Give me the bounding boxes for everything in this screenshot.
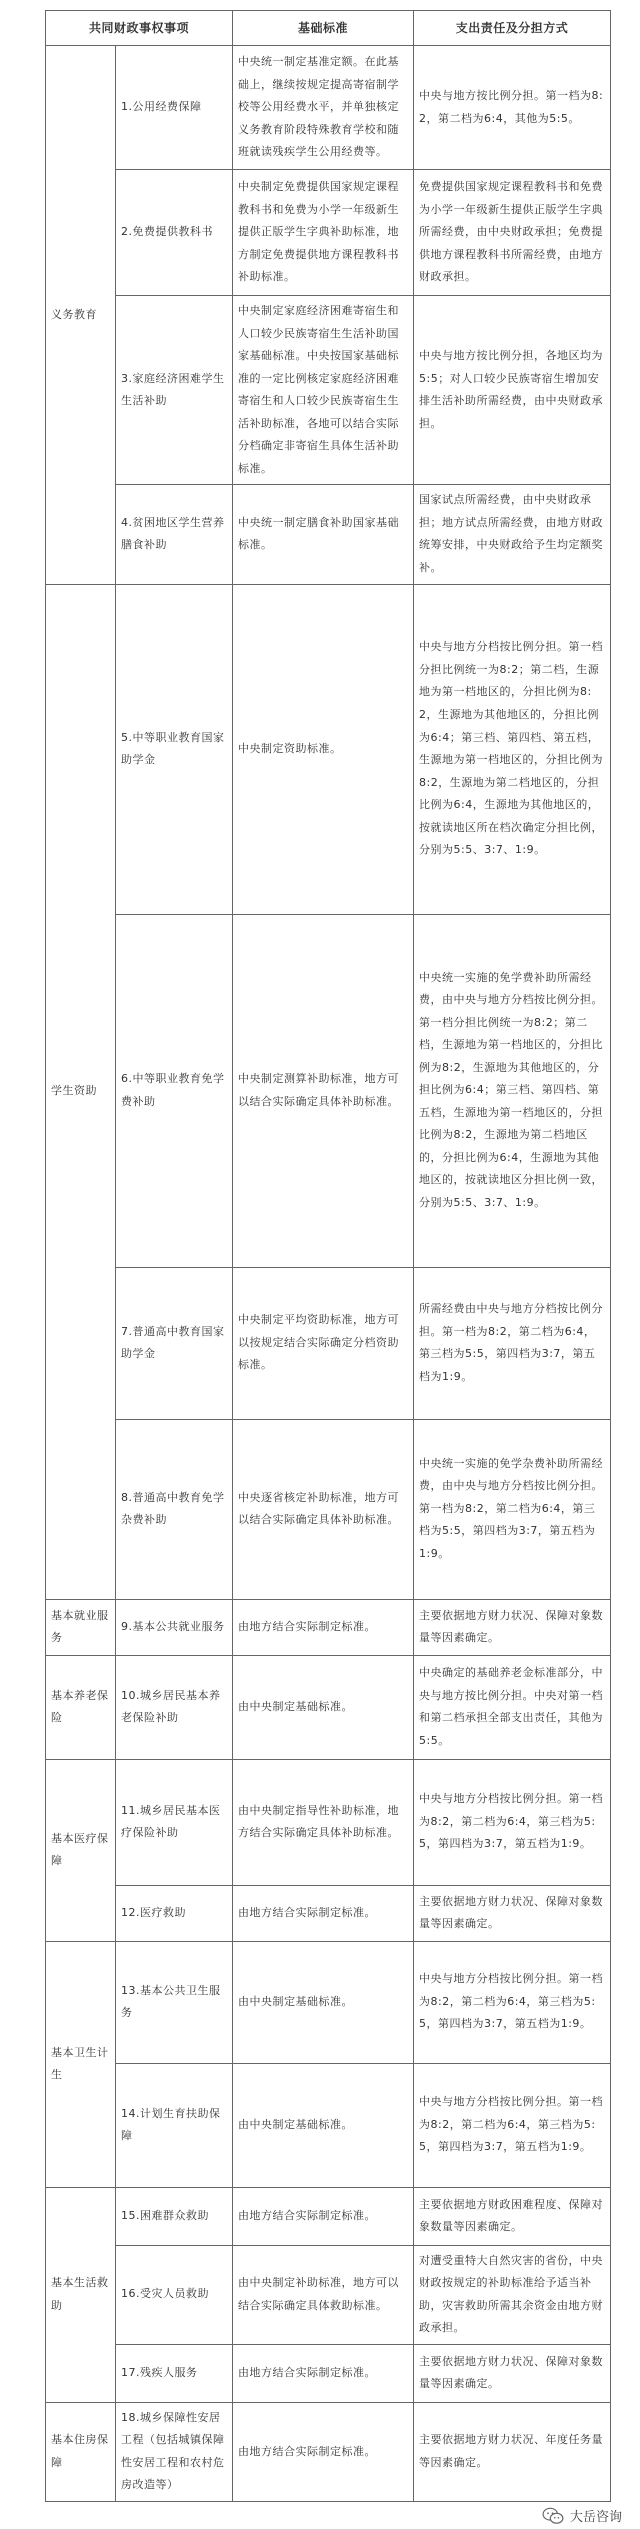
table-row <box>46 584 611 914</box>
category-cell: 基本就业服务 <box>46 1599 116 1655</box>
item-cell: 16.受灾人员救助 <box>116 2245 233 2344</box>
table-row <box>46 1759 611 1885</box>
standard-cell: 中央制定免费提供国家规定课程教科书和免费为小学一年级新生提供正版学生字典补助标准，地方制定免费提供地方课程教科书补助标准。 <box>233 170 414 296</box>
share-cell: 免费提供国家规定课程教科书和免费为小学一年级新生提供正版学生字典所需经费，由中央财政承担；免费提供地方课程教科书所需经费，由地方财政承担。 <box>414 170 611 296</box>
standard-cell: 由地方结合实际制定标准。 <box>233 2187 414 2245</box>
standard-cell: 中央统一制定基准定额。在此基础上，继续按规定提高寄宿制学校等公用经费水平，并单独核定义务教育阶段特殊教育学校和随班就读残疾学生公用经费等。 <box>233 46 414 170</box>
responsibility-table <box>45 10 611 2502</box>
share-cell: 主要依据地方财力状况、保障对象数量等因素确定。 <box>414 2344 611 2402</box>
share-cell: 主要依据地方财力状况、保障对象数量等因素确定。 <box>414 1885 611 1941</box>
standard-cell: 由中央制定补助标准，地方可以结合实际确定具体救助标准。 <box>233 2245 414 2344</box>
table-row <box>46 2344 611 2402</box>
item-cell: 18.城乡保障性安居工程（包括城镇保障性安居工程和农村危房改造等） <box>116 2402 233 2501</box>
category-cell: 基本生活救助 <box>46 2187 116 2402</box>
share-cell: 主要依据地方财力状况、保障对象数量等因素确定。 <box>414 1599 611 1655</box>
wechat-watermark <box>542 2506 622 2525</box>
share-cell: 中央确定的基础养老金标准部分，中央与地方按比例分担。中央对第一档和第二档承担全部支出责任，其他为5:5。 <box>414 1655 611 1759</box>
header-share: 支出责任及分担方式 <box>414 11 611 46</box>
standard-cell: 中央逐省核定补助标准，地方可以结合实际确定具体补助标准。 <box>233 1419 414 1599</box>
item-cell: 10.城乡居民基本养老保险补助 <box>116 1655 233 1759</box>
share-cell: 中央与地方分档按比例分担。第一档分担比例统一为8:2；第二档，生源地为第一档地区的，分担比例为8:2，生源地为其他地区的，分担比例为6:4；第三档、第四档、第五档，生源地为第一档地区的，分担比例为8:2，生源地为第二档地区的，分担比例为6:4，生源地为其他地区的，按就读地区所在档次确定分担比例，分别为5:5、3:7、1:9。 <box>414 584 611 914</box>
share-cell: 中央统一实施的免学杂费补助所需经费，由中央与地方分档按比例分担。第一档为8:2，第二档为6:4，第三档为5:5，第四档为3:7，第五档为1:9。 <box>414 1419 611 1599</box>
share-cell: 主要依据地方财力状况、年度任务量等因素确定。 <box>414 2402 611 2501</box>
table-row <box>46 914 611 1267</box>
table-row <box>46 485 611 584</box>
share-cell: 主要依据地方财政困难程度、保障对象数量等因素确定。 <box>414 2187 611 2245</box>
item-cell: 15.困难群众救助 <box>116 2187 233 2245</box>
share-cell: 中央统一实施的免学费补助所需经费，由中央与地方分档按比例分担。第一档分担比例统一为8:2；第二档，生源地为第一档地区的，分担比例为8:2，生源地为其他地区的，分担比例为6:4；第三档、第四档、第五档，生源地为第一档地区的，分担比例为8:2，生源地为第二档地区的，分担比例为6:4，生源地为其他地区的，按就读地区分担比例一致，分别为5:5、3:7、1:9。 <box>414 914 611 1267</box>
standard-cell: 由地方结合实际制定标准。 <box>233 2402 414 2501</box>
standard-cell: 由地方结合实际制定标准。 <box>233 1885 414 1941</box>
item-cell: 1.公用经费保障 <box>116 46 233 170</box>
item-cell: 6.中等职业教育免学费补助 <box>116 914 233 1267</box>
table-row <box>46 1655 611 1759</box>
table-row <box>46 1267 611 1419</box>
table-row <box>46 2187 611 2245</box>
item-cell: 9.基本公共就业服务 <box>116 1599 233 1655</box>
table-row <box>46 2063 611 2187</box>
item-cell: 11.城乡居民基本医疗保险补助 <box>116 1759 233 1885</box>
share-cell: 国家试点所需经费，由中央财政承担；地方试点所需经费，由地方财政统筹安排，中央财政给予生均定额奖补。 <box>414 485 611 584</box>
share-cell: 中央与地方分档按比例分担。第一档为8:2，第二档为6:4，第三档为5:5，第四档为3:7，第五档为1:9。 <box>414 1941 611 2063</box>
standard-cell: 中央制定平均资助标准，地方可以按规定结合实际确定分档资助标准。 <box>233 1267 414 1419</box>
table-row <box>46 46 611 170</box>
category-cell: 基本住房保障 <box>46 2402 116 2501</box>
table-row <box>46 1419 611 1599</box>
share-cell: 中央与地方分档按比例分担。第一档为8:2，第二档为6:4，第三档为5:5，第四档为3:7，第五档为1:9。 <box>414 2063 611 2187</box>
item-cell: 14.计划生育扶助保障 <box>116 2063 233 2187</box>
item-cell: 8.普通高中教育免学杂费补助 <box>116 1419 233 1599</box>
item-cell: 2.免费提供教科书 <box>116 170 233 296</box>
item-cell: 12.医疗救助 <box>116 1885 233 1941</box>
item-cell: 7.普通高中教育国家助学金 <box>116 1267 233 1419</box>
table-row <box>46 1941 611 2063</box>
account-name: 大岳咨询 <box>569 2510 622 2525</box>
standard-cell: 由地方结合实际制定标准。 <box>233 2344 414 2402</box>
standard-cell: 由中央制定基础标准。 <box>233 1655 414 1759</box>
standard-cell: 由地方结合实际制定标准。 <box>233 1599 414 1655</box>
share-cell: 中央与地方按比例分担。第一档为8:2，第二档为6:4，其他为5:5。 <box>414 46 611 170</box>
standard-cell: 中央制定家庭经济困难寄宿生和人口较少民族寄宿生生活补助国家基础标准。中央按国家基础标准的一定比例核定家庭经济困难寄宿生和人口较少民族寄宿生生活补助标准，各地可以结合实际分档确定非寄宿生具体生活补助标准。 <box>233 296 414 485</box>
item-cell: 13.基本公共卫生服务 <box>116 1941 233 2063</box>
table-row <box>46 2245 611 2344</box>
category-cell: 基本医疗保障 <box>46 1759 116 1941</box>
category-cell: 义务教育 <box>46 46 116 585</box>
category-cell: 基本养老保险 <box>46 1655 116 1759</box>
wechat-icon <box>542 2507 564 2525</box>
standard-cell: 中央制定测算补助标准，地方可以结合实际确定具体补助标准。 <box>233 914 414 1267</box>
standard-cell: 由中央制定指导性补助标准，地方结合实际确定具体补助标准。 <box>233 1759 414 1885</box>
category-cell: 基本卫生计生 <box>46 1941 116 2187</box>
table-row <box>46 2402 611 2501</box>
item-cell: 3.家庭经济困难学生生活补助 <box>116 296 233 485</box>
share-cell: 中央与地方按比例分担，各地区均为5:5；对人口较少民族寄宿生增加安排生活补助所需经费，由中央财政承担。 <box>414 296 611 485</box>
table-header-row <box>46 11 611 46</box>
standard-cell: 由中央制定基础标准。 <box>233 2063 414 2187</box>
share-cell: 中央与地方分档按比例分担。第一档为8:2，第二档为6:4，第三档为5:5，第四档为3:7，第五档为1:9。 <box>414 1759 611 1885</box>
standard-cell: 中央统一制定膳食补助国家基础标准。 <box>233 485 414 584</box>
item-cell: 17.残疾人服务 <box>116 2344 233 2402</box>
share-cell: 对遭受重特大自然灾害的省份，中央财政按规定的补助标准给予适当补助，灾害救助所需其余资金由地方财政承担。 <box>414 2245 611 2344</box>
item-cell: 4.贫困地区学生营养膳食补助 <box>116 485 233 584</box>
header-matter: 共同财政事权事项 <box>46 11 233 46</box>
table-row <box>46 1885 611 1941</box>
table-row <box>46 296 611 485</box>
share-cell: 所需经费由中央与地方分档按比例分担。第一档为8:2，第二档为6:4，第三档为5:5，第四档为3:7，第五档为1:9。 <box>414 1267 611 1419</box>
standard-cell: 中央制定资助标准。 <box>233 584 414 914</box>
table-row <box>46 1599 611 1655</box>
category-cell: 学生资助 <box>46 584 116 1599</box>
header-standard: 基础标准 <box>233 11 414 46</box>
item-cell: 5.中等职业教育国家助学金 <box>116 584 233 914</box>
table-row <box>46 170 611 296</box>
standard-cell: 由中央制定基础标准。 <box>233 1941 414 2063</box>
